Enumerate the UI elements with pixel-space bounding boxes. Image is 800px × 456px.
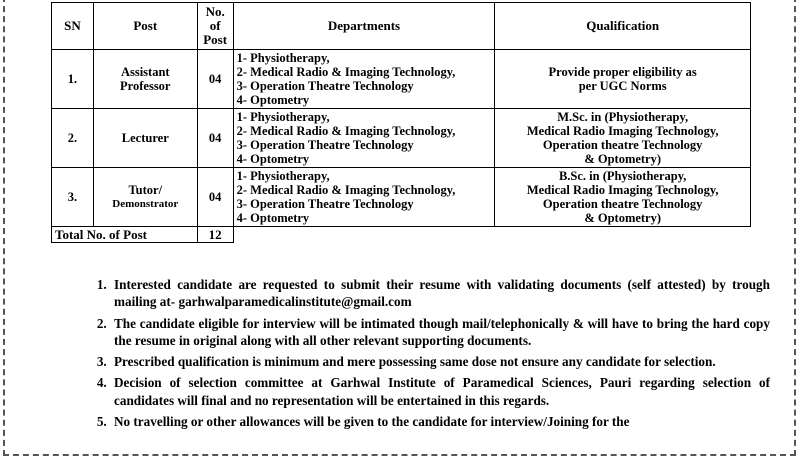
header-count-line: No. xyxy=(205,4,225,19)
table-header-row xyxy=(52,3,751,50)
table-row xyxy=(52,168,751,227)
qualification-line: Operation theatre Technology xyxy=(542,138,703,152)
qualification-line: M.Sc. in (Physiotherapy, xyxy=(557,110,689,124)
department-line: 2- Medical Radio & Imaging Technology, xyxy=(236,65,456,79)
post-line: Tutor/ xyxy=(128,183,163,197)
row-qualification xyxy=(495,50,751,109)
department-line: 1- Physiotherapy, xyxy=(236,169,330,183)
department-line: 4- Optometry xyxy=(236,211,310,225)
row-sn: 3. xyxy=(52,168,94,227)
department-line: 3- Operation Theatre Technology xyxy=(236,197,414,211)
row-count: 04 xyxy=(197,109,233,168)
total-label: Total No. of Post xyxy=(52,227,198,243)
empty-cell xyxy=(233,227,495,243)
row-sn: 2. xyxy=(52,109,94,168)
total-row xyxy=(52,227,751,243)
header-count xyxy=(197,3,233,50)
qualification-line: B.Sc. in (Physiotherapy, xyxy=(558,169,687,183)
qualification-line: per UGC Norms xyxy=(578,79,667,93)
qualification-line: Operation theatre Technology xyxy=(542,197,703,211)
department-line: 3- Operation Theatre Technology xyxy=(236,79,414,93)
post-line: Demonstrator xyxy=(112,198,179,210)
department-line: 1- Physiotherapy, xyxy=(236,51,330,65)
header-count-line: Post xyxy=(203,32,228,47)
notes-list xyxy=(86,276,770,434)
row-departments xyxy=(233,109,495,168)
row-count: 04 xyxy=(197,168,233,227)
header-sn: SN xyxy=(52,3,94,50)
qualification-line: Medical Radio Imaging Technology, xyxy=(526,124,719,138)
row-post xyxy=(93,109,197,168)
row-post xyxy=(93,50,197,109)
row-sn: 1. xyxy=(52,50,94,109)
note-item: 2. The candidate eligible for interview will be intimated though mail/telephonically & will have to bring the hard copy the resume in original along with all other relevant supporting documents. xyxy=(110,315,770,350)
row-qualification xyxy=(495,168,751,227)
qualification-line: Medical Radio Imaging Technology, xyxy=(526,183,719,197)
department-line: 4- Optometry xyxy=(236,93,310,107)
row-qualification xyxy=(495,109,751,168)
row-departments xyxy=(233,168,495,227)
header-departments: Departments xyxy=(233,3,495,50)
table-row xyxy=(52,109,751,168)
header-count-line: of xyxy=(209,18,221,33)
qualification-line: & Optometry) xyxy=(584,211,662,225)
empty-cell xyxy=(495,227,751,243)
table-row xyxy=(52,50,751,109)
department-line: 4- Optometry xyxy=(236,152,310,166)
department-line: 3- Operation Theatre Technology xyxy=(236,138,414,152)
qualification-line: & Optometry) xyxy=(584,152,662,166)
total-value: 12 xyxy=(197,227,233,243)
row-count: 04 xyxy=(197,50,233,109)
department-line: 1- Physiotherapy, xyxy=(236,110,330,124)
header-qualification: Qualification xyxy=(495,3,751,50)
qualification-line: Provide proper eligibility as xyxy=(548,65,697,79)
department-line: 2- Medical Radio & Imaging Technology, xyxy=(236,183,456,197)
post-line: Lecturer xyxy=(121,131,169,145)
note-item: 4. Decision of selection committee at Garhwal Institute of Paramedical Sciences, Pauri regarding selection of candidates will final and no representation will be entertained in this regards. xyxy=(110,374,770,409)
department-line: 2- Medical Radio & Imaging Technology, xyxy=(236,124,456,138)
header-post: Post xyxy=(93,3,197,50)
note-item: 5. No travelling or other allowances will be given to the candidate for interview/Joining for the xyxy=(110,413,770,430)
row-post xyxy=(93,168,197,227)
note-item: 3. Prescribed qualification is minimum and mere possessing same dose not ensure any candidate for selection. xyxy=(110,353,770,370)
post-line: Assistant xyxy=(120,65,170,79)
posts-table xyxy=(51,2,751,243)
post-line: Professor xyxy=(120,79,171,93)
note-item: 1. Interested candidate are requested to submit their resume with validating documents (self attested) by trough mailing at- garhwalparamedicalinstitute@gmail.com xyxy=(110,276,770,311)
row-departments xyxy=(233,50,495,109)
